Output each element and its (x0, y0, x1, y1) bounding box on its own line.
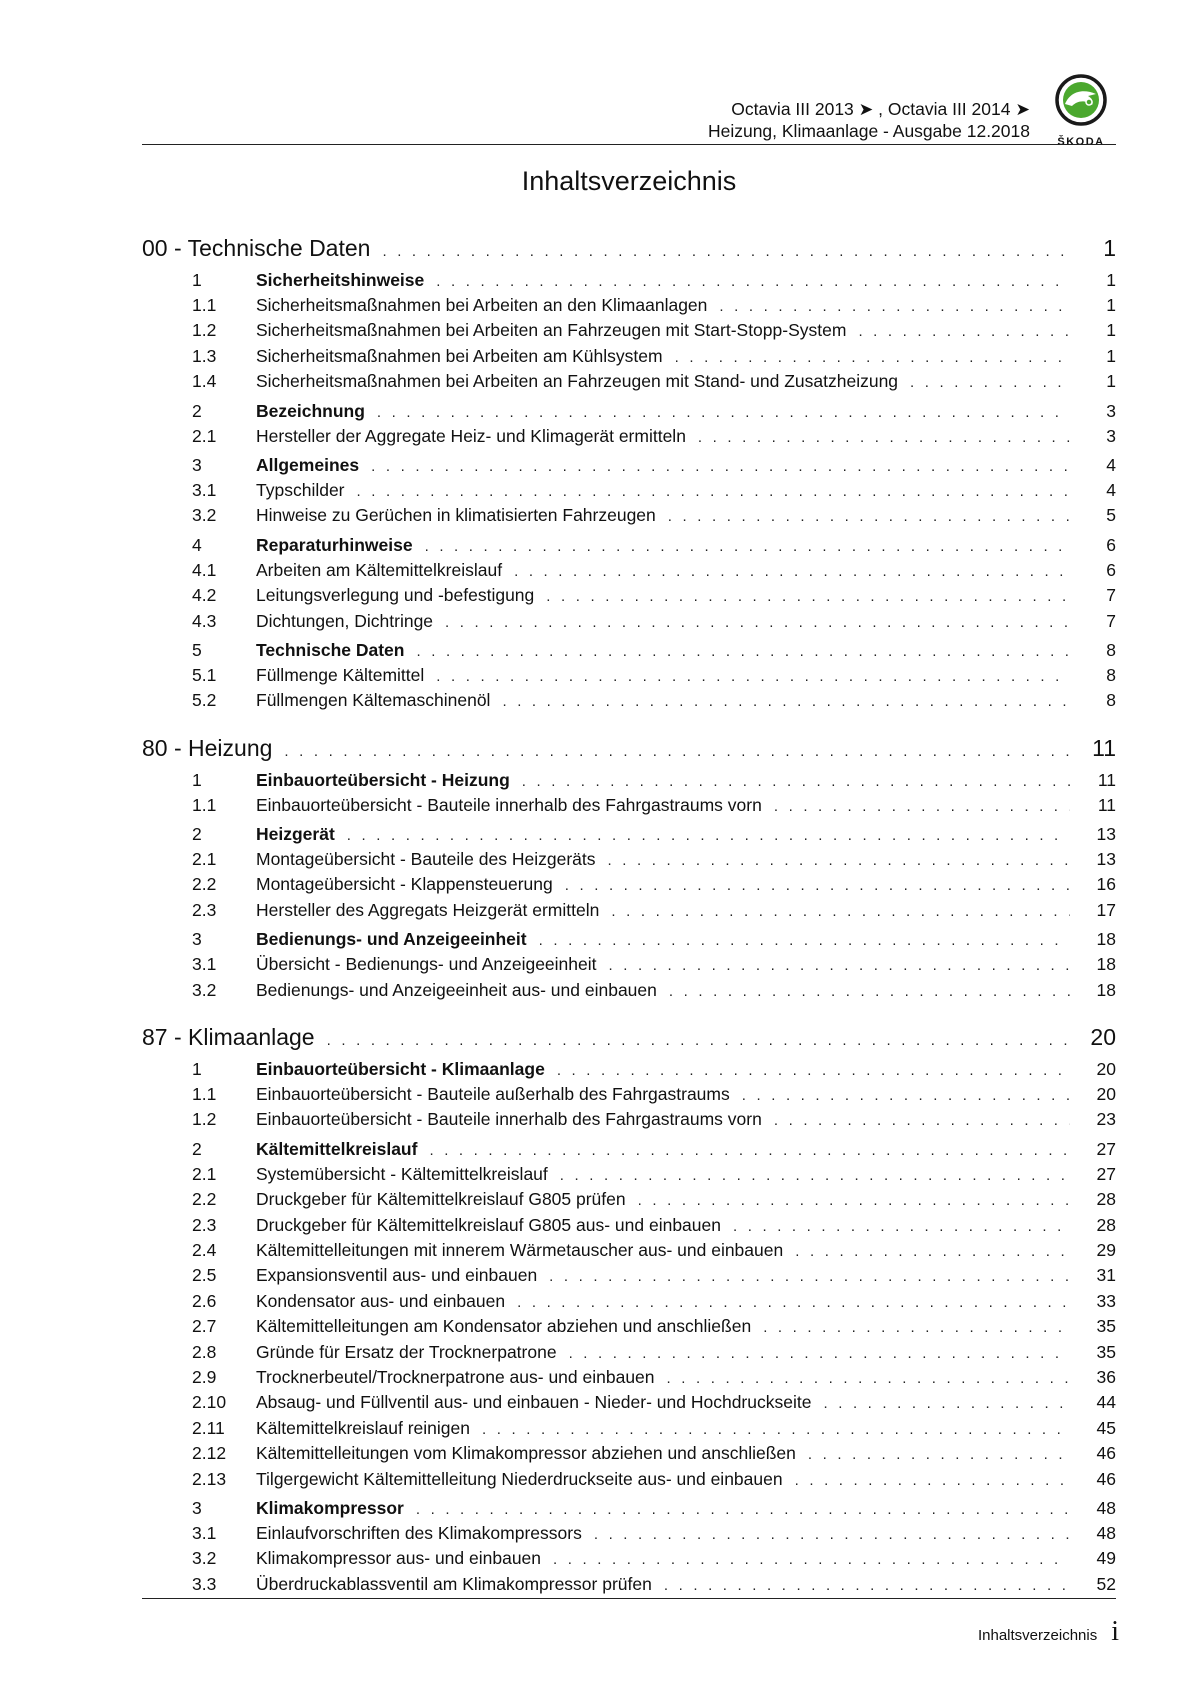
brand-wordmark: ŠKODA (1057, 136, 1105, 148)
dot-leader (669, 979, 1070, 1004)
toc-entry-page: 7 (1106, 585, 1116, 606)
toc-entry-label: Tilgergewicht Kältemittelleitung Niederdruckseite aus- und einbauen (256, 1468, 783, 1489)
toc-entry-number: 1 (192, 270, 202, 290)
toc-subchapter-entry[interactable] (142, 978, 1116, 1003)
toc-entry-page: 27 (1096, 1163, 1116, 1184)
toc-entry-label: Montageübersicht - Klappensteuerung (256, 874, 553, 895)
toc-entry-page: 20 (1096, 1059, 1116, 1080)
toc-entry-number: 3 (192, 929, 202, 950)
toc-entry-label: Heizgerät (256, 824, 335, 845)
toc-entry-page: 35 (1096, 1316, 1116, 1337)
header-text (708, 98, 1030, 142)
toc-entry-label: Einbauorteübersicht - Klimaanlage (256, 1059, 545, 1080)
toc-entry-label: Kondensator aus- und einbauen (256, 1290, 506, 1311)
toc-entry-number: 1 (192, 769, 202, 790)
toc-entry-number: 3 (192, 454, 202, 475)
toc-subchapter-entry[interactable] (142, 344, 1116, 369)
header-model-line: Octavia III 2013 ➤ , Octavia III 2014 ➤ (731, 99, 1030, 119)
dot-leader (733, 1214, 1070, 1239)
toc-entry-page: 11 (1097, 769, 1116, 790)
toc-subchapter-entry[interactable] (142, 1314, 1116, 1339)
toc-entry-page: 23 (1096, 1109, 1116, 1130)
toc-entry-number: 2.13 (192, 1468, 227, 1489)
toc-entry-page: 7 (1106, 610, 1116, 631)
toc-entry-label: Bedienungs- und Anzeigeeinheit aus- und einbauen (256, 979, 657, 1000)
toc-entry-page: 33 (1096, 1290, 1116, 1311)
toc-entry-page: 29 (1096, 1239, 1116, 1260)
toc-entry-number: 2.6 (192, 1290, 217, 1311)
dot-leader (823, 1391, 1070, 1416)
toc-entry-label: Kältemittelleitungen mit innerem Wärmetauscher aus- und einbauen (256, 1239, 784, 1260)
toc-subchapter-entry[interactable] (142, 872, 1116, 897)
toc-entry-number: 2 (192, 1138, 202, 1159)
toc-entry-page: 13 (1096, 824, 1116, 845)
toc-entry-number: 2.7 (192, 1316, 217, 1337)
toc-entry-page: 6 (1106, 559, 1116, 580)
toc-entry-number: 4.1 (192, 559, 217, 580)
toc-subchapter-entry[interactable] (142, 318, 1116, 343)
toc-chapter-entry[interactable] (142, 1057, 1116, 1082)
toc-entry-number: 2.1 (192, 425, 217, 446)
toc-chapter-entry[interactable] (142, 268, 1116, 293)
dot-leader (664, 1573, 1070, 1598)
toc-entry-page: 28 (1096, 1189, 1116, 1210)
dot-leader (514, 559, 1070, 584)
dot-leader (774, 794, 1070, 819)
toc-entry-label: 87 - Klimaanlage (142, 1024, 315, 1051)
toc-chapter-entry[interactable] (142, 768, 1116, 793)
toc-subchapter-entry[interactable] (142, 1238, 1116, 1263)
toc-subchapter-entry[interactable] (142, 1162, 1116, 1187)
toc-section-heading[interactable] (142, 232, 1116, 264)
toc-entry-label: Technische Daten (256, 639, 405, 660)
toc-entry-page: 1 (1106, 345, 1116, 366)
toc-subchapter-entry[interactable] (142, 1365, 1116, 1390)
toc-subchapter-entry[interactable] (142, 1441, 1116, 1466)
toc-chapter-entry[interactable] (142, 1137, 1116, 1162)
toc-entry-label: Übersicht - Bedienungs- und Anzeigeeinheit (256, 954, 597, 975)
toc-subchapter-entry[interactable] (142, 609, 1116, 634)
dot-leader (557, 1058, 1070, 1083)
toc-entry-page: 46 (1096, 1443, 1116, 1464)
toc-entry-label: Absaug- und Füllventil aus- und einbauen - Nieder- und Hochdruckseite (256, 1392, 812, 1413)
dot-leader (436, 269, 1070, 294)
dot-leader (429, 1138, 1070, 1163)
dot-leader (482, 1417, 1070, 1442)
dot-leader (698, 425, 1070, 450)
toc-subchapter-entry[interactable] (142, 558, 1116, 583)
toc-entry-label: Bezeichnung (256, 400, 365, 421)
toc-entry-label: Sicherheitsmaßnahmen bei Arbeiten am Kühlsystem (256, 345, 663, 366)
toc-subchapter-entry[interactable] (142, 1107, 1116, 1132)
toc-entry-page: 8 (1106, 664, 1116, 685)
toc-entry-label: Einlaufvorschriften des Klimakompressors (256, 1522, 582, 1543)
toc-entry-page: 1 (1103, 235, 1116, 261)
toc-subchapter-entry[interactable] (142, 1521, 1116, 1546)
toc-entry-number: 2 (192, 400, 202, 421)
dot-leader (347, 823, 1070, 848)
toc-entry-number: 2.1 (192, 849, 217, 870)
toc-subchapter-entry[interactable] (142, 1546, 1116, 1571)
dot-leader (327, 1025, 1070, 1057)
toc-entry-page: 35 (1096, 1341, 1116, 1362)
toc-entry-page: 36 (1096, 1366, 1116, 1387)
toc-subchapter-entry[interactable] (142, 1416, 1116, 1441)
skoda-winged-arrow-logo-icon (1048, 74, 1114, 128)
dot-leader (522, 769, 1070, 794)
toc-entry-number: 2.3 (192, 1214, 217, 1235)
toc-entry-number: 2.9 (192, 1366, 217, 1387)
toc-section-heading[interactable] (142, 732, 1116, 764)
dot-leader (742, 1083, 1070, 1108)
toc-subchapter-entry[interactable] (142, 898, 1116, 923)
dot-leader (436, 664, 1070, 689)
toc-entry-number: 2.4 (192, 1239, 217, 1260)
toc-entry-label: Gründe für Ersatz der Trocknerpatrone (256, 1341, 557, 1362)
toc-entry-label: Arbeiten am Kältemittelkreislauf (256, 559, 503, 580)
toc-entry-page: 8 (1106, 639, 1116, 660)
toc-entry-page: 1 (1106, 295, 1116, 315)
toc-entry-number: 1 (192, 1059, 202, 1080)
footer-rule (142, 1598, 1116, 1599)
toc-entry-number: 3.2 (192, 505, 217, 526)
dot-leader (719, 294, 1070, 319)
dot-leader (416, 1497, 1070, 1522)
toc-entry-number: 1.2 (192, 1109, 217, 1130)
toc-section (142, 732, 1116, 1003)
toc-entry-number: 2.11 (192, 1417, 225, 1438)
toc-entry-label: Klimakompressor aus- und einbauen (256, 1548, 542, 1569)
toc-subchapter-entry[interactable] (142, 293, 1116, 318)
toc-entry-label: Dichtungen, Dichtringe (256, 610, 434, 631)
dot-leader (808, 1442, 1070, 1467)
toc-entry-label: Kältemittelkreislauf (256, 1138, 418, 1159)
toc-entry-label: Einbauorteübersicht - Bauteile innerhalb des Fahrgastraums vorn (256, 1109, 762, 1130)
toc-section (142, 232, 1116, 714)
toc-subchapter-entry[interactable] (142, 1340, 1116, 1365)
page-footer (978, 1616, 1119, 1648)
toc-entry-label: Sicherheitsmaßnahmen bei Arbeiten an den Klimaanlagen (256, 295, 708, 315)
header-rule (142, 144, 1116, 145)
toc-entry-page: 4 (1106, 479, 1116, 500)
toc-entry-label: Typschilder (256, 479, 345, 500)
dot-leader (609, 953, 1071, 978)
toc-entry-label: Hersteller der Aggregate Heiz- und Klimagerät ermitteln (256, 425, 686, 446)
toc-entry-number: 2.8 (192, 1341, 217, 1362)
toc-subchapter-entry[interactable] (142, 424, 1116, 449)
toc-entry-number: 2.1 (192, 1163, 217, 1184)
toc-entry-label: Kältemittelkreislauf reinigen (256, 1417, 470, 1438)
dot-leader (638, 1188, 1070, 1213)
toc-section-heading[interactable] (142, 1021, 1116, 1053)
toc-entry-number: 1.2 (192, 320, 217, 341)
toc-entry-label: Sicherheitsmaßnahmen bei Arbeiten an Fahrzeugen mit Start-Stopp-System (256, 320, 847, 341)
toc-subchapter-entry[interactable] (142, 583, 1116, 608)
toc-entry-page: 5 (1106, 505, 1116, 526)
toc-entry-page: 49 (1096, 1548, 1116, 1569)
toc-subchapter-entry[interactable] (142, 793, 1116, 818)
toc-subchapter-entry[interactable] (142, 1263, 1116, 1288)
header-edition-line: Heizung, Klimaanlage - Ausgabe 12.2018 (707, 121, 1030, 141)
toc-subchapter-entry[interactable] (142, 847, 1116, 872)
toc-subchapter-entry[interactable] (142, 952, 1116, 977)
toc-entry-label: Leitungsverlegung und -befestigung (256, 585, 535, 606)
toc-subchapter-entry[interactable] (142, 1289, 1116, 1314)
toc-entry-page: 8 (1106, 690, 1116, 711)
toc-chapter-entry[interactable] (142, 1496, 1116, 1521)
toc-entry-label: Füllmenge Kältemittel (256, 664, 425, 685)
toc-entry-page: 1 (1106, 270, 1116, 290)
footer-page-number: i (1111, 1616, 1119, 1647)
dot-leader (858, 319, 1070, 344)
dot-leader (611, 899, 1070, 924)
toc-entry-page: 31 (1096, 1265, 1116, 1286)
toc-entry-label: Hersteller des Aggregats Heizgerät ermitteln (256, 899, 600, 920)
toc-entry-label: Allgemeines (256, 454, 360, 475)
toc-entry-label: Kältemittelleitungen vom Klimakompressor abziehen und anschließen (256, 1443, 796, 1464)
toc-entry-label: Systemübersicht - Kältemittelkreislauf (256, 1163, 548, 1184)
dot-leader (565, 873, 1070, 898)
toc-entry-page: 18 (1096, 929, 1116, 950)
dot-leader (546, 584, 1070, 609)
toc-entry-page: 52 (1096, 1573, 1116, 1594)
skoda-logo (1048, 74, 1114, 148)
toc-entry-page: 13 (1096, 849, 1116, 870)
toc-subchapter-entry[interactable] (142, 1082, 1116, 1107)
dot-leader (763, 1315, 1070, 1340)
toc-entry-page: 20 (1096, 1084, 1116, 1105)
toc-subchapter-entry[interactable] (142, 663, 1116, 688)
toc-entry-page: 46 (1096, 1468, 1116, 1489)
toc-subchapter-entry[interactable] (142, 1187, 1116, 1212)
toc-chapter-entry[interactable] (142, 927, 1116, 952)
toc-entry-page: 4 (1106, 454, 1116, 475)
toc-entry-page: 1 (1106, 320, 1116, 341)
toc-entry-page: 11 (1092, 734, 1116, 761)
toc-entry-number: 2.2 (192, 874, 217, 895)
table-of-contents (142, 232, 1116, 1615)
toc-entry-page: 18 (1096, 954, 1116, 975)
dot-leader (553, 1547, 1070, 1572)
toc-entry-number: 2.3 (192, 899, 217, 920)
dot-leader (517, 1290, 1070, 1315)
dot-leader (357, 479, 1070, 504)
dot-leader (675, 345, 1070, 370)
toc-entry-label: 00 - Technische Daten (142, 235, 371, 261)
footer-label: Inhaltsverzeichnis (977, 1627, 1098, 1644)
toc-entry-label: Klimakompressor (256, 1497, 404, 1518)
toc-subchapter-entry[interactable] (142, 1213, 1116, 1238)
toc-entry-label: Überdruckablassventil am Klimakompressor prüfen (256, 1573, 652, 1594)
toc-entry-page: 17 (1096, 899, 1116, 920)
toc-entry-label: Einbauorteübersicht - Bauteile innerhalb des Fahrgastraums vorn (256, 794, 762, 815)
toc-entry-label: 80 - Heizung (142, 734, 273, 761)
toc-entry-page: 45 (1096, 1417, 1116, 1438)
toc-entry-page: 44 (1096, 1392, 1116, 1413)
toc-entry-number: 1.1 (192, 295, 217, 315)
toc-entry-page: 3 (1106, 425, 1116, 446)
dot-leader (377, 400, 1070, 425)
toc-entry-number: 1.1 (192, 794, 217, 815)
toc-subchapter-entry[interactable] (142, 478, 1116, 503)
dot-leader (284, 736, 1070, 768)
toc-entry-page: 48 (1096, 1497, 1116, 1518)
dot-leader (416, 639, 1070, 664)
dot-leader (539, 928, 1070, 953)
toc-subchapter-entry[interactable] (142, 369, 1116, 394)
toc-entry-label: Hinweise zu Gerüchen in klimatisierten Fahrzeugen (256, 505, 656, 526)
toc-entry-page: 20 (1090, 1024, 1116, 1051)
toc-entry-page: 28 (1096, 1214, 1116, 1235)
toc-entry-label: Sicherheitshinweise (256, 270, 425, 290)
toc-subchapter-entry[interactable] (142, 1572, 1116, 1597)
toc-entry-number: 4.2 (192, 585, 217, 606)
toc-entry-page: 48 (1096, 1522, 1116, 1543)
toc-chapter-entry[interactable] (142, 638, 1116, 663)
dot-leader (795, 1468, 1070, 1493)
toc-entry-number: 1.3 (192, 345, 217, 366)
dot-leader (425, 534, 1070, 559)
dot-leader (667, 1366, 1070, 1391)
toc-entry-number: 4.3 (192, 610, 217, 631)
toc-chapter-entry[interactable] (142, 453, 1116, 478)
toc-entry-label: Einbauorteübersicht - Bauteile außerhalb des Fahrgastraums (256, 1084, 730, 1105)
toc-entry-number: 1.4 (192, 371, 217, 392)
page-title: Inhaltsverzeichnis (521, 166, 737, 196)
toc-entry-page: 18 (1096, 979, 1116, 1000)
toc-entry-label: Einbauorteübersicht - Heizung (256, 769, 510, 790)
toc-entry-label: Bedienungs- und Anzeigeeinheit (256, 929, 527, 950)
toc-subchapter-entry[interactable] (142, 688, 1116, 713)
dot-leader (549, 1264, 1070, 1289)
toc-chapter-entry[interactable] (142, 822, 1116, 847)
toc-entry-number: 5.2 (192, 690, 217, 711)
toc-subchapter-entry[interactable] (142, 1390, 1116, 1415)
toc-entry-number: 3.3 (192, 1573, 217, 1594)
dot-leader (560, 1163, 1070, 1188)
dot-leader (371, 454, 1070, 479)
toc-entry-number: 2 (192, 824, 202, 845)
toc-entry-number: 3.2 (192, 1548, 217, 1569)
toc-entry-number: 2.5 (192, 1265, 217, 1286)
toc-entry-label: Druckgeber für Kältemittelkreislauf G805 aus- und einbauen (256, 1214, 721, 1235)
toc-entry-page: 1 (1106, 371, 1116, 392)
dot-leader (668, 504, 1070, 529)
toc-entry-number: 3.2 (192, 979, 217, 1000)
toc-entry-number: 2.12 (192, 1443, 227, 1464)
dot-leader (445, 610, 1070, 635)
toc-entry-label: Kältemittelleitungen am Kondensator abziehen und anschließen (256, 1316, 752, 1337)
dot-leader (569, 1341, 1070, 1366)
toc-entry-number: 3.1 (192, 1522, 217, 1543)
toc-entry-number: 3.1 (192, 954, 217, 975)
toc-entry-page: 16 (1096, 874, 1116, 895)
toc-entry-label: Füllmengen Kältemaschinenöl (256, 690, 491, 711)
page-header (142, 88, 1116, 148)
toc-entry-number: 3 (192, 1497, 202, 1518)
toc-subchapter-entry[interactable] (142, 503, 1116, 528)
dot-leader (594, 1522, 1070, 1547)
toc-entry-number: 3.1 (192, 479, 217, 500)
toc-entry-page: 11 (1097, 794, 1116, 815)
toc-chapter-entry[interactable] (142, 399, 1116, 424)
toc-entry-label: Montageübersicht - Bauteile des Heizgeräts (256, 849, 596, 870)
toc-section (142, 1021, 1116, 1597)
toc-entry-page: 27 (1096, 1138, 1116, 1159)
toc-chapter-entry[interactable] (142, 533, 1116, 558)
dot-leader (795, 1239, 1070, 1264)
toc-entry-label: Trocknerbeutel/Trocknerpatrone aus- und einbauen (256, 1366, 655, 1387)
toc-subchapter-entry[interactable] (142, 1467, 1116, 1492)
dot-leader (608, 848, 1071, 873)
dot-leader (774, 1108, 1070, 1133)
toc-entry-number: 1.1 (192, 1084, 217, 1105)
toc-entry-number: 2.2 (192, 1189, 217, 1210)
dot-leader (382, 236, 1070, 268)
toc-entry-number: 5.1 (192, 664, 217, 685)
toc-entry-number: 2.10 (192, 1392, 227, 1413)
toc-entry-page: 3 (1106, 400, 1116, 421)
toc-entry-label: Reparaturhinweise (256, 534, 413, 555)
dot-leader (910, 370, 1070, 395)
toc-entry-number: 4 (192, 534, 202, 555)
toc-entry-label: Druckgeber für Kältemittelkreislauf G805 prüfen (256, 1189, 626, 1210)
toc-entry-label: Expansionsventil aus- und einbauen (256, 1265, 538, 1286)
toc-entry-page: 6 (1106, 534, 1116, 555)
toc-entry-label: Sicherheitsmaßnahmen bei Arbeiten an Fahrzeugen mit Stand- und Zusatzheizung (256, 371, 899, 392)
dot-leader (502, 689, 1070, 714)
toc-entry-number: 5 (192, 639, 202, 660)
